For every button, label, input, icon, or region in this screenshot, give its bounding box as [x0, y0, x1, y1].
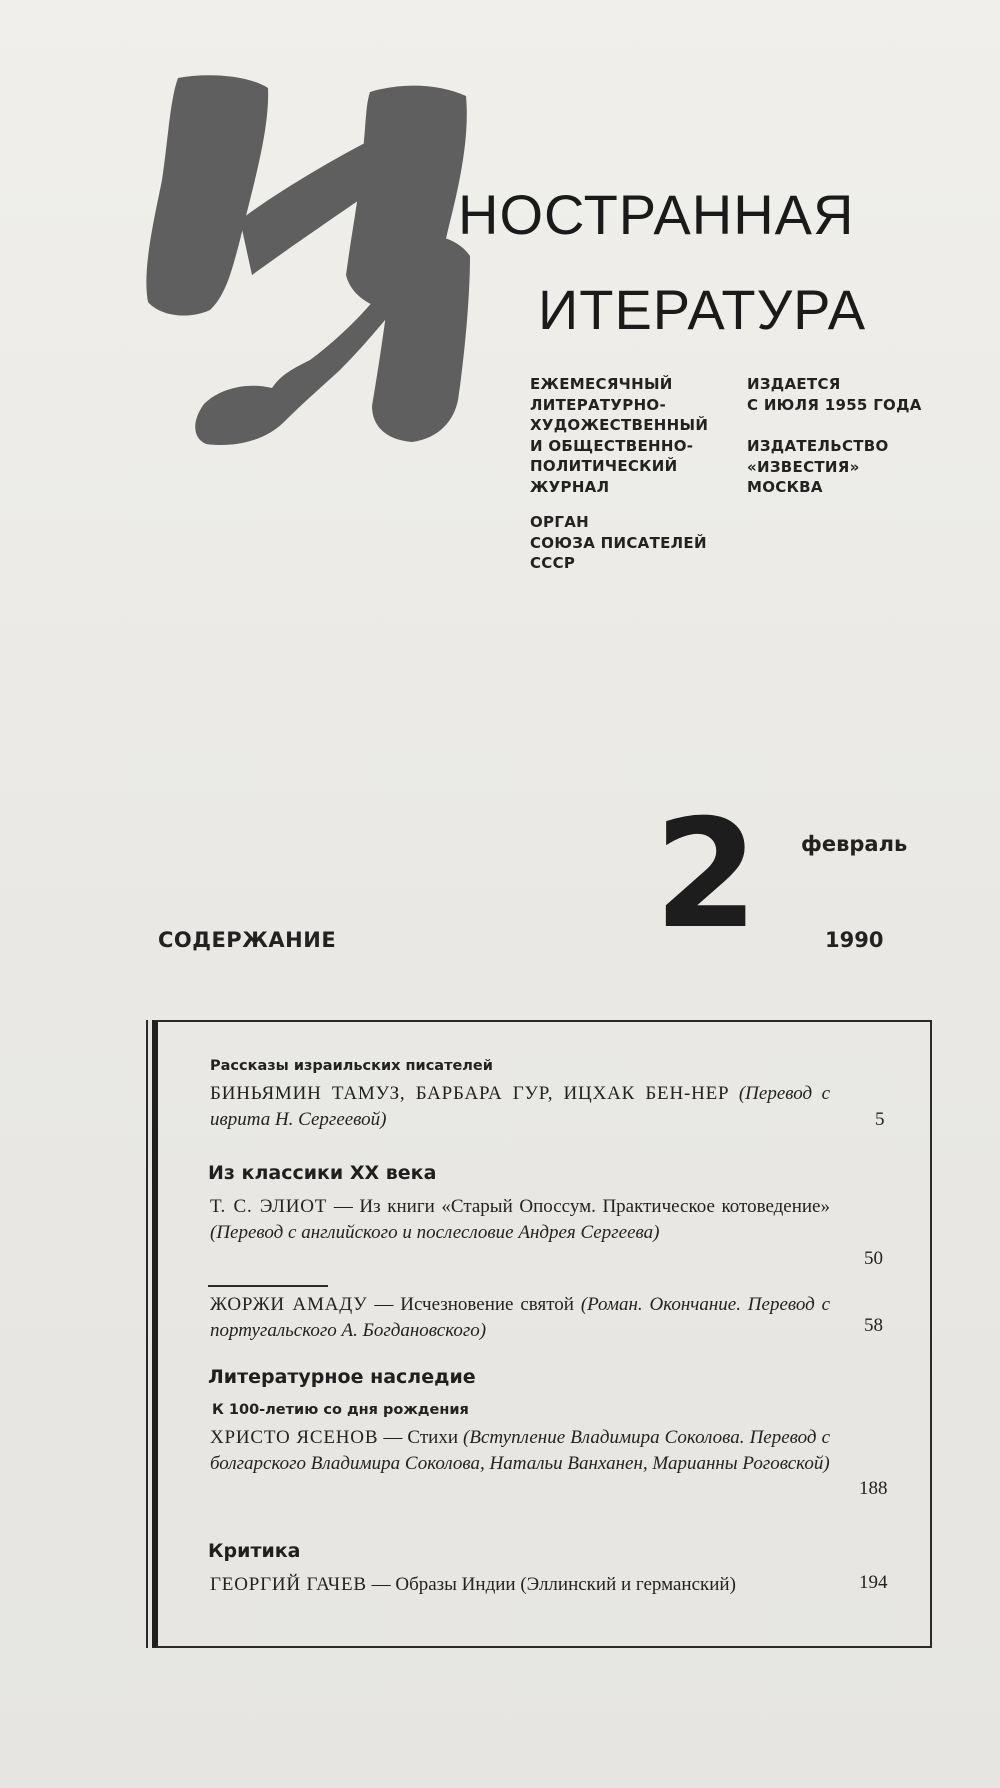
organ-line: СОЮЗА ПИСАТЕЛЕЙ: [530, 533, 707, 552]
entry-title: — Образы Индии (Эллинский и германский): [371, 1574, 736, 1595]
entry-note: (Вступление Владимира Соколова. Перевод с болгарского Владимира Соколова, Натальи Ванханен, Марианны Роговской): [210, 1427, 831, 1474]
description-line: ПОЛИТИЧЕСКИЙ: [530, 457, 678, 475]
publisher-line: «ИЗВЕСТИЯ»: [747, 457, 860, 476]
description-line: ХУДОЖЕСТВЕННЫЙ: [530, 416, 709, 434]
entry-title: — Стихи: [383, 1427, 458, 1448]
section-title: Критика: [208, 1540, 301, 1562]
publisher: [747, 436, 889, 498]
description-line: ЕЖЕМЕСЯЧНЫЙ: [530, 375, 673, 393]
description-line: ЖУРНАЛ: [530, 477, 610, 496]
entry-divider: [208, 1285, 328, 1287]
entry-author: ХРИСТО ЯСЕНОВ: [210, 1427, 379, 1448]
entry-page-number: 58: [864, 1315, 883, 1336]
journal-logo: [140, 70, 530, 510]
issue-month: февраль: [801, 832, 908, 856]
entry-note: (Перевод с иврита Н. Сергеевой): [210, 1083, 831, 1130]
entry-note: (Перевод с английского и послесловие Андрея Сергеева): [210, 1222, 660, 1243]
entry-title: — Из книги «Старый Опоссум. Практическое котоведение»: [333, 1196, 830, 1217]
contents-heading: СОДЕРЖАНИЕ: [158, 928, 337, 952]
publisher-line: МОСКВА: [747, 478, 823, 496]
entry-author: ЖОРЖИ АМАДУ: [210, 1294, 368, 1315]
entry-title: — Исчезновение святой: [374, 1294, 574, 1315]
entry-page-number: 5: [875, 1109, 885, 1130]
section-title: Рассказы израильских писателей: [210, 1058, 493, 1074]
journal-organ: [530, 512, 707, 574]
organ-line: СССР: [530, 554, 576, 572]
toc-entry[interactable]: [210, 1292, 830, 1344]
toc-entry[interactable]: [210, 1194, 830, 1246]
toc-entry[interactable]: [210, 1425, 830, 1477]
entry-author: Т. С. ЭЛИОТ: [210, 1196, 328, 1217]
toc-entry[interactable]: [210, 1081, 830, 1133]
description-line: И ОБЩЕСТВЕННО-: [530, 436, 694, 455]
section-title: Литературное наследие: [208, 1366, 476, 1388]
issue-year: 1990: [825, 928, 884, 952]
description-line: ЛИТЕРАТУРНО-: [530, 395, 667, 414]
published-since-line: С ИЮЛЯ 1955 ГОДА: [747, 395, 922, 414]
entry-page-number: 50: [864, 1248, 883, 1269]
entry-author: ГЕОРГИЙ ГАЧЕВ: [210, 1574, 367, 1595]
journal-description: [530, 374, 708, 497]
section-title: Из классики XX века: [208, 1162, 437, 1184]
entry-page-number: 188: [859, 1478, 888, 1499]
entry-note: (Роман. Окончание. Перевод с португальского А. Богдановского): [210, 1294, 831, 1341]
journal-title-line-2: ИТЕРАТУРА: [538, 278, 867, 341]
section-subtitle: К 100-летию со дня рождения: [212, 1402, 469, 1418]
logo-stroke-left: [146, 75, 268, 315]
published-since: [747, 374, 922, 415]
published-since-line: ИЗДАЕТСЯ: [747, 375, 841, 393]
issue-number: 2: [654, 788, 759, 962]
publisher-line: ИЗДАТЕЛЬСТВО: [747, 437, 889, 455]
entry-author: БИНЬЯМИН ТАМУЗ, БАРБАРА ГУР, ИЦХАК БЕН-НЕР: [210, 1083, 730, 1104]
entry-page-number: 194: [859, 1572, 888, 1593]
journal-title-line-1: НОСТРАННАЯ: [458, 183, 855, 246]
toc-entry[interactable]: [210, 1572, 830, 1598]
organ-line: ОРГАН: [530, 513, 589, 531]
